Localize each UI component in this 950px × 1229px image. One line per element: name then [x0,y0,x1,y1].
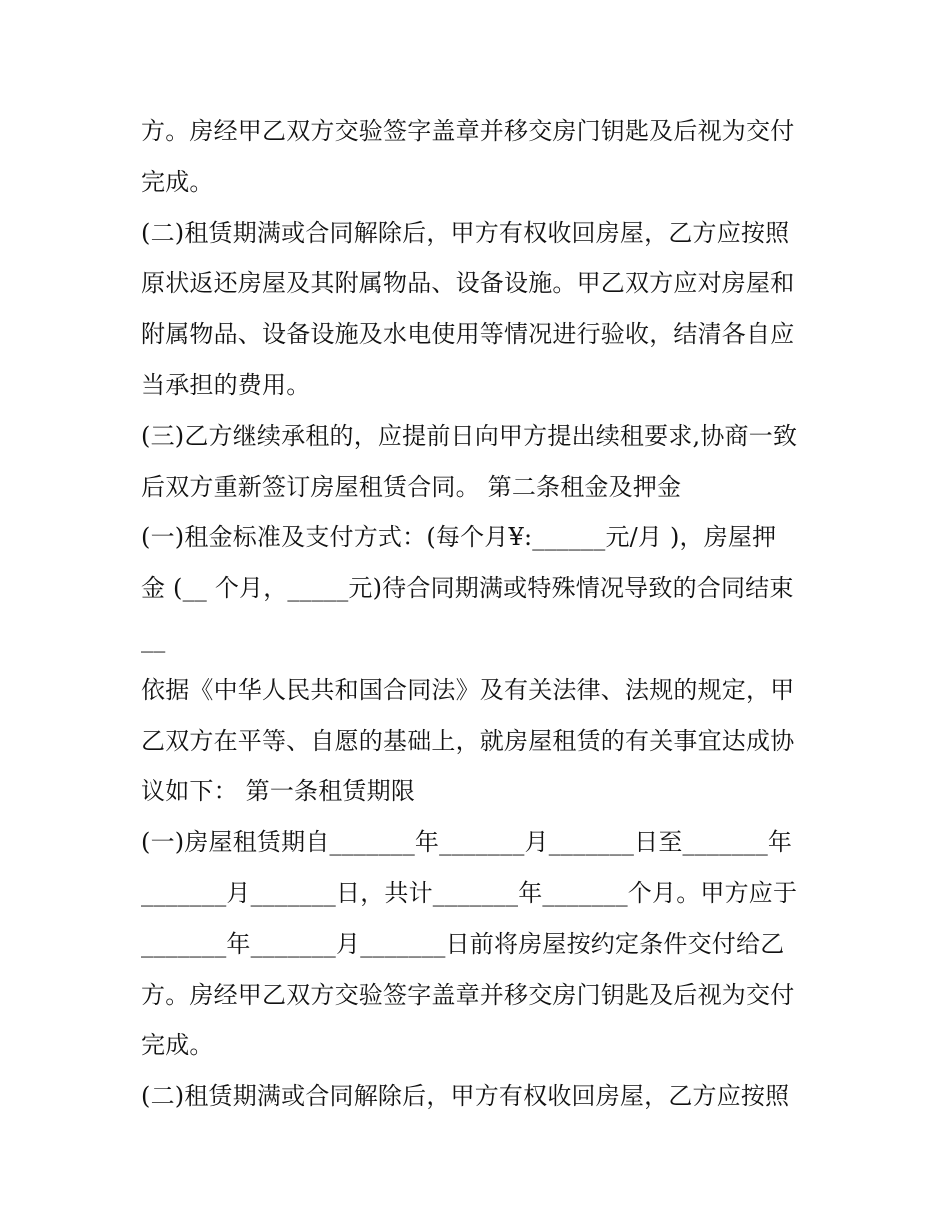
text-line: 依据《中华人民共和国合同法》及有关法律、法规的规定，甲 [141,675,795,704]
text-line: 原状返还房屋及其附属物品、设备设施。甲乙双方应对房屋和 [141,269,795,298]
text-line: 后双方重新签订房屋租赁合同。 第二条租金及押金 [141,472,682,501]
text-line: (二)租赁期满或合同解除后，甲方有权收回房屋，乙方应按照 [141,1082,790,1111]
text-line: 乙双方在平等、自愿的基础上，就房屋租赁的有关事宜达成协 [141,726,795,755]
text-line: 方。房经甲乙双方交验签字盖章并移交房门钥匙及后视为交付 [141,117,795,145]
text-line: 完成。 [141,167,214,196]
text-line: 议如下： 第一条租赁期限 [141,777,416,806]
text-line: 完成。 [141,1031,214,1060]
text-line: (三)乙方继续承租的，应提前日向甲方提出续租要求,协商一致 [141,421,798,450]
text-line: (一)租金标准及支付方式：(每个月¥:______元/月 )，房屋押 [141,523,777,552]
text-line: _______年_______月_______日前将房屋按约定条件交付给乙 [141,929,785,958]
text-line: 方。房经甲乙双方交验签字盖章并移交房门钥匙及后视为交付 [141,980,795,1009]
text-line: 当承担的费用。 [141,370,311,399]
text-line: __ [141,624,166,653]
text-line: 附属物品、设备设施及水电使用等情况进行验收，结清各自应 [141,320,795,349]
text-line: _______月_______日，共计_______年_______个月。甲方应于 [141,878,798,907]
text-line: 金 (__ 个月，_____元)待合同期满或特殊情况导致的合同结束 [141,574,794,603]
text-line: (二)租赁期满或合同解除后，甲方有权收回房屋，乙方应按照 [141,218,790,247]
contract-body [141,106,821,1122]
text-line: (一)房屋租赁期自_______年_______月_______日至_______年 [141,828,793,857]
